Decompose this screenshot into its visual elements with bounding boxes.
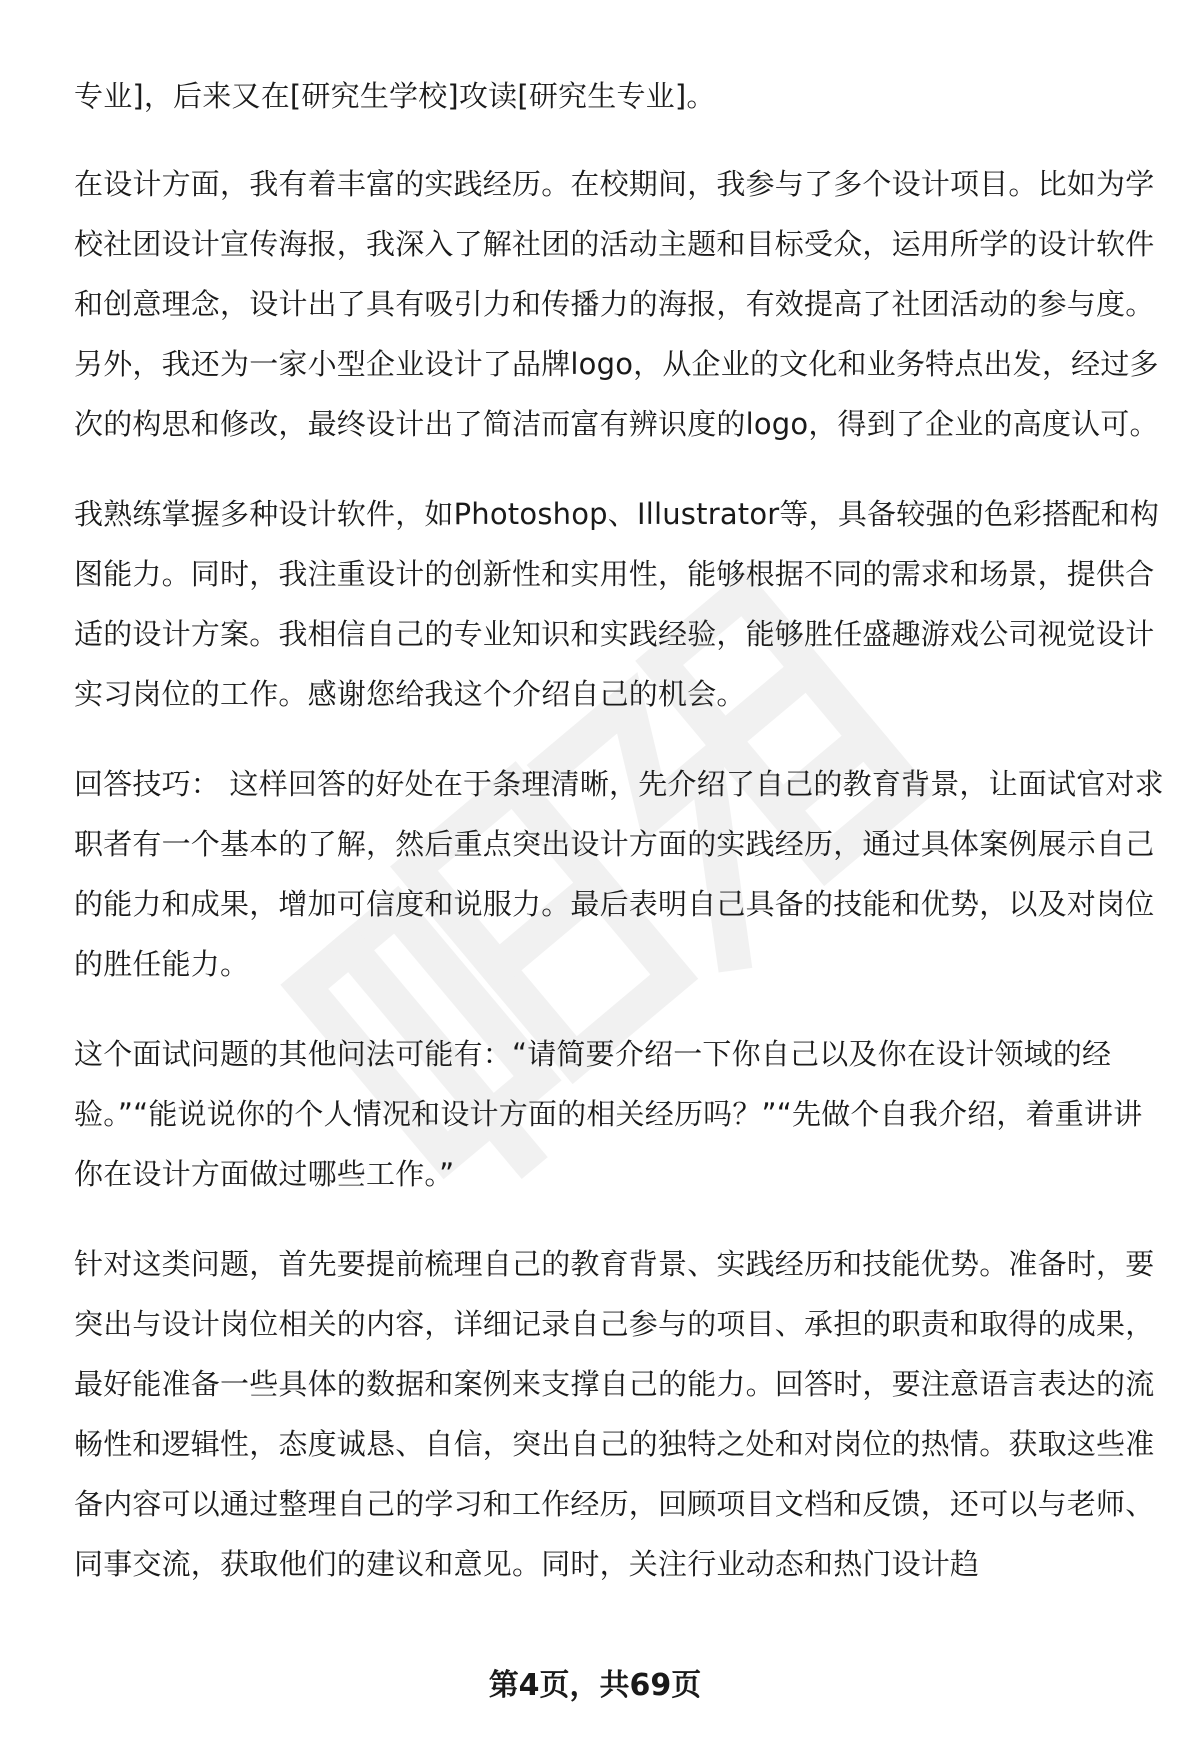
paragraph-answer-tips: 回答技巧： 这样回答的好处在于条理清晰，先介绍了自己的教育背景，让面试官对求职者有一个基本的了解，然后重点突出设计方面的实践经历，通过具体案例展示自己的能力和成果，增加可信度和说服力。最后表明自己具备的技能和优势，以及对岗位的胜任能力。 [74,767,1164,981]
paragraph-alternative-questions: 这个面试问题的其他问法可能有：“请简要介绍一下你自己以及你在设计领域的经验。”“能说说你的个人情况和设计方面的相关经历吗？”“先做个自我介绍，着重讲讲你在设计方面做过哪些工作。” [74,1037,1143,1191]
paragraph-skills: 我熟练掌握多种设计软件，如Photoshop、Illustrator等，具备较强的色彩搭配和构图能力。同时，我注重设计的创新性和实用性，能够根据不同的需求和场景，提供合适的设计方案。我相信自己的专业知识和实践经验，能够胜任盛趣游戏公司视觉设计实习岗位的工作。感谢您给我这个介绍自己的机会。 [74,497,1160,711]
paragraph-education-continued: 专业]，后来又在[研究生学校]攻读[研究生专业]。 [74,79,716,113]
paragraph-design-experience: 在设计方面，我有着丰富的实践经历。在校期间，我参与了多个设计项目。比如为学校社团设计宣传海报，我深入了解社团的活动主题和目标受众，运用所学的设计软件和创意理念，设计出了具有吸引力和传播力的海报，有效提高了社团活动的参与度。另外，我还为一家小型企业设计了品牌logo，从企业的文化和业务特点出发，经过多次的构思和修改，最终设计出了简洁而富有辨识度的logo，得到了企业的高度认可。 [74,167,1159,441]
paragraph-preparation-advice: 针对这类问题，首先要提前梳理自己的教育背景、实践经历和技能优势。准备时，要突出与设计岗位相关的内容，详细记录自己参与的项目、承担的职责和取得的成果，最好能准备一些具体的数据和案例来支撑自己的能力。回答时，要注意语言表达的流畅性和逻辑性，态度诚恳、自信，突出自己的独特之处和对岗位的热情。获取这些准备内容可以通过整理自己的学习和工作经历，回顾项目文档和反馈，还可以与老师、同事交流，获取他们的建议和意见。同时，关注行业动态和热门设计趋 [74,1247,1155,1581]
page-number-footer: 第4页，共69页 [488,1668,702,1703]
document-body [74,66,1164,1624]
